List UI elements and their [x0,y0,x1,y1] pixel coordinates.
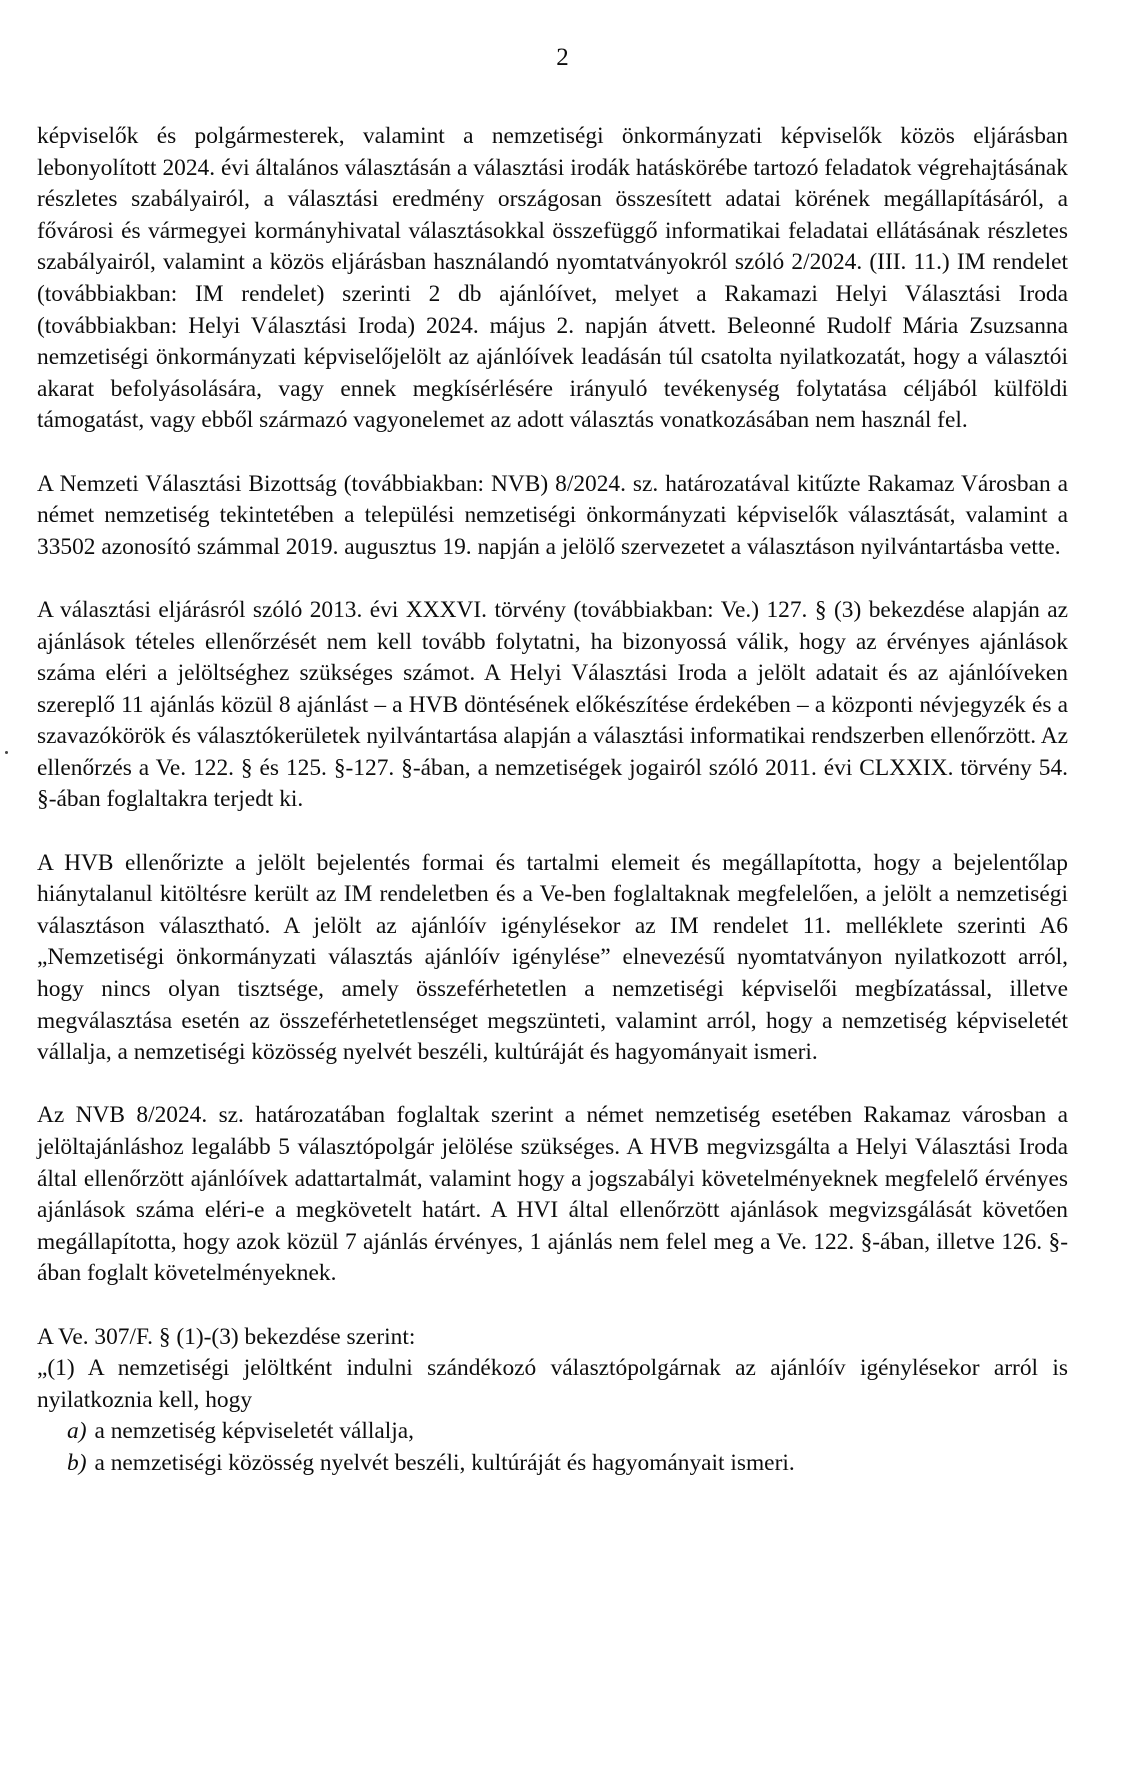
paragraph-hvb-ellenorzes: A HVB ellenőrizte a jelölt bejelentés formai és tartalmi elemeit és megállapította, hogy a bejelentőlap hiánytalanul kitöltésre került az IM rendeletben és a Ve-ben foglaltaknak megfelelően, a jelölt a nemzetiségi választáson választható. A jelölt az ajánlóív igénylésekor az IM rendelet 11. melléklete szerinti A6 „Nemzetiségi önkormányzati választás ajánlóív igénylése” elnevezésű nyomtatványon nyilatkozott arról, hogy nincs olyan tisztsége, amely összeférhetetlen a nemzetiségi képviselői megbízatással, illetve megválasztása esetén az összeférhetetlenséget megszünteti, valamint arról, hogy a nemzetiség képviseletét vállalja, a nemzetiségi közösség nyelvét beszéli, kultúráját és hagyományait ismeri. [37,849,1068,1066]
document-body [37,121,1068,1480]
paragraph-ve-127: A választási eljárásról szóló 2013. évi XXXVI. törvény (továbbiakban: Ve.) 127. § (3) bekezdése alapján az ajánlások tételes ellenőrzését nem kell tovább folytatni, ha bizonyossá válik, hogy az érvényes ajánlások száma eléri a jelöltséghez szükséges számot. A Helyi Választási Iroda a jelölt adatait és az ajánlóíveken szereplő 11 ajánlás közül 8 ajánlást – a HVB döntésének előkészítése érdekében – a központi névjegyzék és a szavazókörök és választókerületek nyilvántartása alapján a választási informatikai rendszerben ellenőrzött. Az ellenőrzés a Ve. 122. § és 125. §-127. §-ában, a nemzetiségek jogairól szóló 2011. évi CLXXIX. törvény 54. §-ában foglaltakra terjedt ki. [37,596,1068,813]
legal-quote-paragraph: „(1) A nemzetiségi jelöltként indulni szándékozó választópolgárnak az ajánlóív igénylésekor arról is nyilatkoznia kell, hogy [37,1355,1068,1413]
scan-artifact-dot [5,751,8,754]
page-number: 2 [556,44,569,71]
paragraph-continuation-im-rendelet: képviselők és polgármesterek, valamint a nemzetiségi önkormányzati képviselők közös eljárásban lebonyolított 2024. évi általános választásán a választási irodák hatáskörébe tartozó feladatok végrehajtásának részletes szabályairól, a választási eredmény országosan összesített adatai körének megállapításáról, a fővárosi és vármegyei kormányhivatal választásokkal összefüggő informatikai feladatai ellátásának részletes szabályairól, valamint a közös eljárásban használandó nyomtatványokról szóló 2/2024. (III. 11.) IM rendelet (továbbiakban: IM rendelet) szerinti 2 db ajánlóívet, melyet a Rakamazi Helyi Választási Iroda (továbbiakban: Helyi Választási Iroda) 2024. május 2. napján átvett. Beleonné Rudolf Mária Zsuzsanna nemzetiségi önkormányzati képviselőjelölt az ajánlóívek leadásán túl csatolta nyilatkozatát, hogy a választói akarat befolyásolására, vagy ennek megkísérlésére irányuló tevékenység folytatása céljából külföldi támogatást, vagy ebből származó vagyonelemet az adott választás vonatkozásában nem használ fel. [37,123,1068,434]
legal-quote-item-b [37,1448,1068,1480]
item-a-text: a nemzetiség képviseletét vállalja, [94,1418,415,1445]
paragraph-nvb-hatarozat: A Nemzeti Választási Bizottság (továbbiakban: NVB) 8/2024. sz. határozatával kitűzte Rakamaz Városban a német nemzetiség tekintetében a települési nemzetiségi önkormányzati képviselők választását, valamint a 33502 azonosító számmal 2019. augusztus 19. napján a jelölő szervezetet a választáson nyilvántartásba vette. [37,470,1068,560]
item-a-marker: a) [67,1418,87,1445]
legal-section-intro: A Ve. 307/F. § (1)-(3) bekezdése szerint: [37,1323,416,1350]
item-b-marker: b) [67,1449,87,1476]
item-b-text: a nemzetiségi közösség nyelvét beszéli, kultúráját és hagyományait ismeri. [94,1449,795,1476]
paragraph-ajanlasok-ervenyesseg: Az NVB 8/2024. sz. határozatában foglaltak szerint a német nemzetiség esetében Rakamaz városban a jelöltajánláshoz legalább 5 választópolgár jelölése szükséges. A HVB megvizsgálta a Helyi Választási Iroda által ellenőrzött ajánlóívek adattartalmát, valamint hogy a jogszabályi követelményeknek megfelelő érvényes ajánlások száma eléri-e a megkövetelt határt. A HVI által ellenőrzött ajánlások megvizsgálását követően megállapította, hogy azok közül 7 ajánlás érvényes, 1 ajánlás nem felel meg a Ve. 122. §-ában, illetve 126. §-ában foglalt követelményeknek. [37,1102,1068,1287]
legal-quote-item-a [37,1416,1068,1448]
